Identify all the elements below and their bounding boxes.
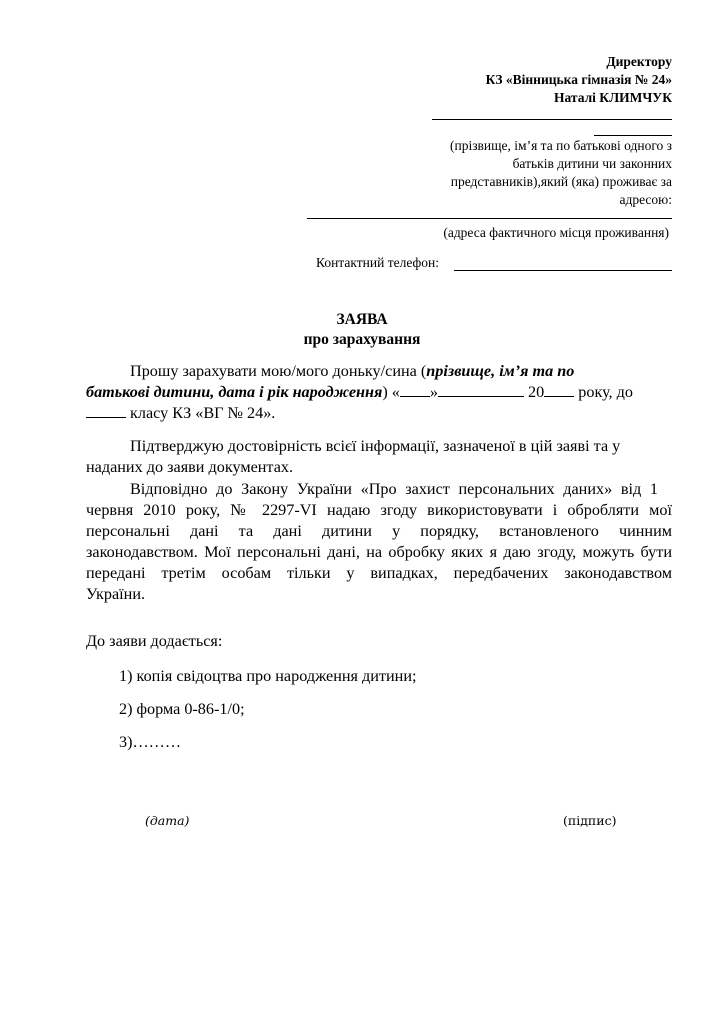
request-year-prefix: 20 (523, 383, 545, 401)
parent-hint-line-3: представників),який (яка) проживає за (450, 174, 672, 189)
request-text-3: класу КЗ «ВГ № 24». (126, 404, 276, 422)
month-blank (438, 384, 524, 397)
parent-name-line-1 (432, 119, 672, 120)
signature-label: (підпис) (563, 813, 617, 828)
date-label: (дата) (145, 813, 190, 828)
request-line-2 (86, 383, 633, 402)
request-text-1: Прошу зарахувати мою/мого доньку/сина ( (130, 362, 427, 380)
director-name: Наталі КЛИМЧУК (554, 90, 672, 105)
grade-blank (86, 405, 126, 418)
confirm-line-2: наданих до заяви документах. (86, 458, 294, 476)
addressee-title: Директору (606, 54, 672, 69)
confirm-line-1: Підтверджую достовірність всієї інформації, зазначеної в цій заяві та у (130, 437, 621, 455)
request-quote-close: » (429, 383, 438, 401)
attachments-heading: До заяви додається: (86, 632, 223, 650)
document-subtitle: про зарахування (303, 331, 421, 348)
consent-line-2: червня 2010 року, № 2297-VI надаю згоду використовувати і обробляти мої (86, 501, 672, 519)
school-name: КЗ «Вінницька гімназія № 24» (485, 72, 672, 87)
request-line-1 (130, 362, 574, 381)
consent-line-6: України. (86, 585, 146, 603)
phone-label: Контактний телефон: (316, 255, 439, 270)
attachment-item-3: 3)……… (119, 733, 182, 751)
day-blank (400, 384, 430, 397)
consent-line-3: персональні дані та дані дитини у порядку, встановленого чинним (86, 522, 672, 540)
consent-line-1: Відповідно до Закону України «Про захист персональних даних» від 1 (130, 480, 658, 498)
consent-line-4: законодавством. Мої персональні дані, на обробку яких я даю згоду, можуть бути (86, 543, 672, 561)
parent-hint-line-4: адресою: (619, 192, 672, 207)
request-hint-1: прізвище, ім’я та по (426, 362, 575, 380)
address-hint: (адреса фактичного місця проживання) (443, 225, 669, 240)
request-hint-2: батькові дитини, дата і рік народження (86, 383, 383, 401)
attachment-item-1: 1) копія свідоцтва про народження дитини; (119, 667, 417, 685)
consent-line-5: передані третім особам тільки у випадках, передбачених законодавством (86, 564, 672, 582)
request-line-3 (86, 404, 275, 423)
request-year-suffix: року, до (574, 383, 633, 401)
request-text-2: ) « (382, 383, 400, 401)
phone-line (454, 270, 672, 271)
year-blank (544, 384, 574, 397)
parent-hint-line-2: батьків дитини чи законних (512, 156, 672, 171)
document-title: ЗАЯВА (336, 311, 388, 328)
parent-hint-line-1: (прізвище, ім’я та по батькові одного з (450, 138, 672, 153)
attachment-item-2: 2) форма 0-86-1/0; (119, 700, 245, 718)
parent-name-line-2 (594, 135, 672, 136)
address-line (307, 218, 672, 219)
